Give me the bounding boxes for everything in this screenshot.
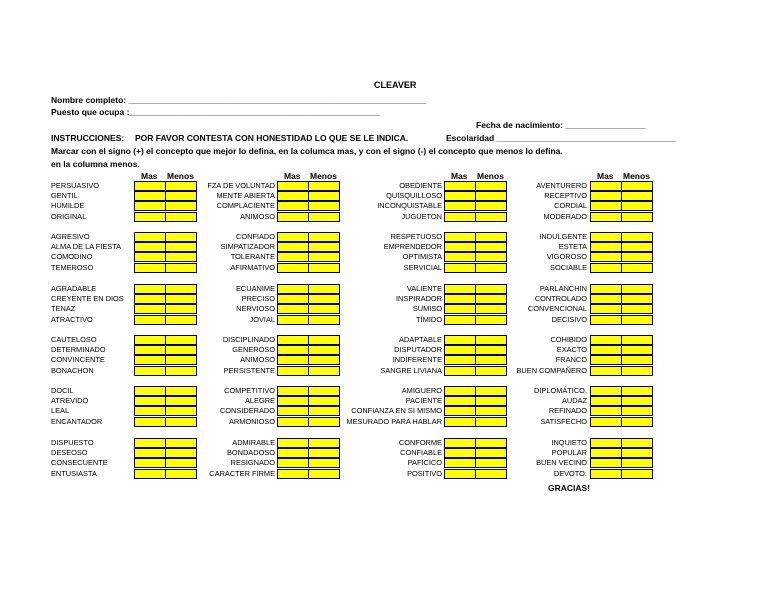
column-header-menos: Menos: [310, 171, 337, 181]
adjective-label: AMIGUERO: [401, 386, 442, 395]
adjective-label: DOCIL: [51, 386, 74, 395]
adjective-label: VALIENTE: [406, 284, 442, 293]
column-header-mas: Mas: [597, 171, 614, 181]
mas-checkbox[interactable]: [590, 212, 622, 222]
mas-checkbox[interactable]: [590, 181, 622, 191]
adjective-label: CAUTELOSO: [51, 335, 97, 344]
mas-checkbox[interactable]: [590, 242, 622, 252]
column-header-menos: Menos: [167, 171, 194, 181]
adjective-label: SERVICIAL: [403, 262, 442, 272]
menos-checkbox[interactable]: [621, 315, 653, 325]
adjective-label: HUMILDE: [51, 201, 85, 211]
menos-checkbox[interactable]: [621, 181, 653, 191]
menos-checkbox[interactable]: [621, 458, 653, 468]
adjective-label: LEAL: [51, 406, 70, 416]
adjective-label: ENCANTADOR: [51, 416, 103, 426]
adjective-label: AVENTURERO: [536, 181, 587, 190]
column-header-mas: Mas: [451, 171, 468, 181]
adjective-label: CREYENTE EN DIOS: [51, 294, 124, 304]
column-header-mas: Mas: [284, 171, 301, 181]
adjective-label: DISCIPLINADO: [222, 335, 275, 344]
adjective-label: SOCIABLE: [550, 262, 587, 272]
menos-checkbox[interactable]: [621, 252, 653, 262]
adjective-label: ARMONIOSO: [229, 416, 275, 426]
menos-checkbox[interactable]: [621, 355, 653, 365]
mas-checkbox[interactable]: [590, 386, 622, 396]
thanks-text: GRACIAS!: [548, 483, 591, 493]
column-header-menos: Menos: [477, 171, 504, 181]
adjective-label: AGRESIVO: [51, 232, 90, 241]
adjective-label: QUISQUILLOSO: [386, 191, 442, 201]
adjective-label: CARACTER FIRME: [209, 468, 275, 478]
adjective-label: SANGRE LIVIANA: [380, 365, 442, 375]
menos-checkbox[interactable]: [621, 366, 653, 376]
menos-checkbox[interactable]: [621, 417, 653, 427]
adjective-label: OPTIMISTA: [402, 252, 442, 262]
column-header-menos: Menos: [623, 171, 650, 181]
mas-checkbox[interactable]: [590, 469, 622, 479]
adjective-label: SIMPATIZADOR: [220, 242, 275, 252]
adjective-label: INQUIETO: [551, 438, 587, 447]
adjective-label: BONDADOSO: [226, 448, 275, 458]
adjective-label: INCONQUISTABLE: [377, 201, 442, 211]
adjective-label: CONFIANZA EN SI MISMO: [351, 406, 442, 416]
adjective-label: ANIMOSO: [240, 211, 275, 221]
adjective-label: REFINADO: [548, 406, 587, 416]
adjective-label: PRECISO: [241, 294, 275, 304]
adjective-label: BUEN COMPAÑERO: [516, 365, 587, 375]
menos-checkbox[interactable]: [621, 191, 653, 201]
instructions-label: INSTRUCCIONES:: [51, 133, 125, 143]
adjective-label: ESTETA: [558, 242, 587, 252]
adjective-label: INSPIRADOR: [396, 294, 442, 304]
adjective-label: INDULGENTE: [539, 232, 587, 241]
menos-checkbox[interactable]: [621, 335, 653, 345]
adjective-label: SUMISO: [412, 304, 442, 314]
adjective-label: TOLERANTE: [230, 252, 275, 262]
puesto-field[interactable]: Puesto que ocupa :_____________________________________________________: [51, 107, 380, 117]
form-title: CLEAVER: [374, 80, 417, 90]
adjective-label: PARLANCHIN: [539, 284, 587, 293]
adjective-label: POSITIVO: [407, 468, 442, 478]
menos-checkbox[interactable]: [621, 345, 653, 355]
adjective-label: CONVENCIONAL: [527, 304, 587, 314]
adjective-label: CORDIAL: [554, 201, 587, 211]
adjective-label: RECEPTIVO: [544, 191, 587, 201]
adjective-label: CONFORME: [398, 438, 442, 447]
escolaridad-field[interactable]: Escolaridad ______________________________________: [446, 133, 677, 143]
mas-checkbox[interactable]: [590, 438, 622, 448]
menos-checkbox[interactable]: [621, 294, 653, 304]
adjective-label: FRANCO: [555, 355, 587, 365]
adjective-label: RESPETUOSO: [390, 232, 442, 241]
adjective-label: PAFICICO: [407, 458, 442, 468]
adjective-label: EMPRENDEDOR: [383, 242, 442, 252]
mas-checkbox[interactable]: [590, 304, 622, 314]
adjective-label: AGRADABLE: [51, 284, 97, 293]
adjective-label: ORIGINAL: [51, 211, 87, 221]
mas-checkbox[interactable]: [590, 284, 622, 294]
mas-checkbox[interactable]: [590, 315, 622, 325]
mas-checkbox[interactable]: [590, 263, 622, 273]
mas-checkbox[interactable]: [590, 335, 622, 345]
adjective-label: ATRACTIVO: [51, 314, 93, 324]
menos-checkbox[interactable]: [621, 201, 653, 211]
mas-checkbox[interactable]: [590, 448, 622, 458]
adjective-label: GENTIL: [51, 191, 78, 201]
adjective-label: COMODINO: [51, 252, 93, 262]
mas-checkbox[interactable]: [590, 458, 622, 468]
adjective-label: TENAZ: [51, 304, 76, 314]
mas-checkbox[interactable]: [590, 406, 622, 416]
menos-checkbox[interactable]: [621, 284, 653, 294]
menos-checkbox[interactable]: [621, 386, 653, 396]
adjective-label: CONFIABLE: [400, 448, 442, 458]
mas-checkbox[interactable]: [590, 396, 622, 406]
menos-checkbox[interactable]: [621, 232, 653, 242]
adjective-label: JOVIAL: [249, 314, 275, 324]
adjective-label: NERVIOSO: [236, 304, 275, 314]
mas-checkbox[interactable]: [590, 355, 622, 365]
menos-checkbox[interactable]: [621, 396, 653, 406]
adjective-label: GENEROSO: [232, 345, 275, 355]
adjective-label: JUGUETON: [401, 211, 442, 221]
adjective-label: ENTUSIASTA: [51, 468, 97, 478]
adjective-label: ECUANIME: [235, 284, 275, 293]
adjective-label: OBEDIENTE: [399, 181, 442, 190]
adjective-label: EXACTO: [556, 345, 587, 355]
mas-checkbox[interactable]: [590, 232, 622, 242]
adjective-label: TÍMIDO: [416, 314, 442, 324]
adjective-label: BONACHON: [51, 365, 94, 375]
nombre-field[interactable]: Nombre completo: _______________________________________________________________: [51, 95, 427, 105]
adjective-label: BUEN VECINO: [536, 458, 587, 468]
adjective-label: SATISFECHO: [540, 416, 587, 426]
adjective-label: DESEOSO: [51, 448, 88, 458]
instructions-line2: Marcar con el signo (+) el concepto que mejor lo defina, en la columca mas, y con el signo (-) el concepto que menos lo defina.: [51, 146, 563, 156]
adjective-label: ALEGRE: [245, 396, 275, 406]
adjective-label: DISPUTADOR: [394, 345, 442, 355]
adjective-label: FZA DE VOLUNTAD: [207, 181, 275, 190]
adjective-label: DIPLOMÁTICO.: [534, 386, 587, 395]
adjective-label: DETERMINADO: [51, 345, 106, 355]
adjective-label: POPULAR: [551, 448, 587, 458]
mas-checkbox[interactable]: [590, 417, 622, 427]
menos-checkbox[interactable]: [621, 448, 653, 458]
mas-checkbox[interactable]: [590, 191, 622, 201]
adjective-label: CONTROLADO: [534, 294, 587, 304]
adjective-label: MODERADO: [543, 211, 587, 221]
adjective-label: INDIFERENTE: [392, 355, 442, 365]
menos-checkbox[interactable]: [621, 212, 653, 222]
mas-checkbox[interactable]: [590, 201, 622, 211]
adjective-label: AUDAZ: [561, 396, 587, 406]
menos-checkbox[interactable]: [621, 469, 653, 479]
adjective-label: ATREVIDO: [51, 396, 89, 406]
adjective-label: TEMEROSO: [51, 262, 94, 272]
adjective-label: CONSECUENTE: [51, 458, 108, 468]
fecha-nacimiento-field[interactable]: Fecha de nacimiento: _________________: [476, 120, 646, 130]
adjective-label: DEVOTO.: [553, 468, 587, 478]
mas-checkbox[interactable]: [590, 294, 622, 304]
instructions-line3: en la columna menos.: [51, 159, 140, 169]
adjective-label: CONFIADO: [235, 232, 275, 241]
adjective-label: PERSUASIVO: [51, 181, 100, 190]
adjective-label: DISPUESTO: [51, 438, 94, 447]
column-header-mas: Mas: [141, 171, 158, 181]
adjective-label: ALMA DE LA FIESTA: [51, 242, 122, 252]
adjective-label: CONSIDERADO: [219, 406, 275, 416]
menos-checkbox[interactable]: [621, 263, 653, 273]
adjective-label: COMPLACIENTE: [216, 201, 275, 211]
adjective-label: ADAPTABLE: [399, 335, 442, 344]
adjective-label: CONVINCENTE: [51, 355, 105, 365]
adjective-label: ADMIRABLE: [232, 438, 275, 447]
adjective-label: AFIRMATIVO: [230, 262, 275, 272]
adjective-label: PACIENTE: [405, 396, 442, 406]
adjective-label: PERSISTENTE: [223, 365, 275, 375]
adjective-label: ANIMOSO: [240, 355, 275, 365]
menos-checkbox[interactable]: [621, 304, 653, 314]
menos-checkbox[interactable]: [621, 242, 653, 252]
adjective-label: COMPETITIVO: [224, 386, 275, 395]
instructions-main: POR FAVOR CONTESTA CON HONESTIDAD LO QUE SE LE INDICA.: [135, 133, 409, 143]
mas-checkbox[interactable]: [590, 252, 622, 262]
adjective-label: COHIBIDO: [550, 335, 587, 344]
menos-checkbox[interactable]: [621, 438, 653, 448]
adjective-label: MESURADO PARA HABLAR: [346, 416, 442, 426]
mas-checkbox[interactable]: [590, 366, 622, 376]
adjective-label: DECISIVO: [551, 314, 587, 324]
menos-checkbox[interactable]: [621, 406, 653, 416]
adjective-label: MENTE ABIERTA: [216, 191, 275, 201]
adjective-label: RESIGNADO: [230, 458, 275, 468]
mas-checkbox[interactable]: [590, 345, 622, 355]
adjective-label: VIGOROSO: [546, 252, 587, 262]
